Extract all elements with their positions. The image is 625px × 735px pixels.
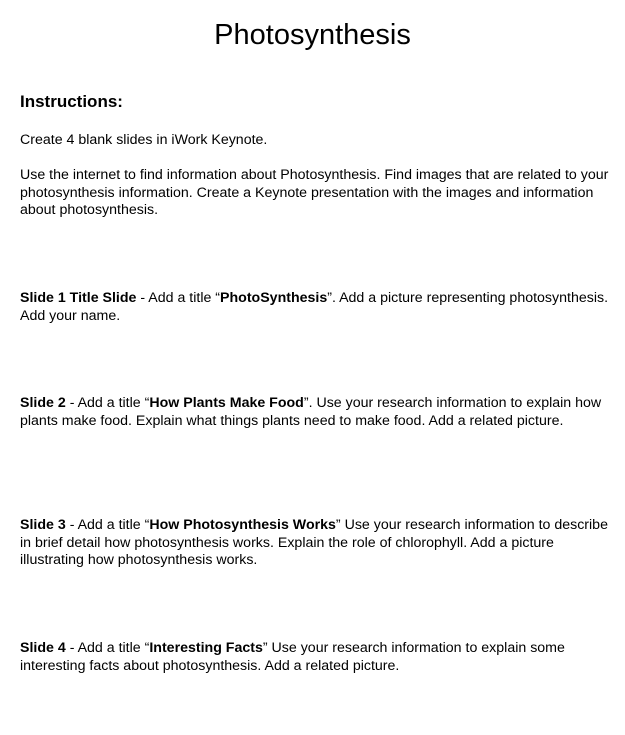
slide-2-post-text: ”. Use your research information to explain how plants make food. Explain what things plants need to make food. Add a related picture. <box>20 395 602 429</box>
slide-1-label: Slide 1 Title Slide <box>20 290 137 306</box>
slide-1-instructions <box>20 290 610 325</box>
slide-3-title: How Photosynthesis Works <box>149 517 336 533</box>
create-slides-paragraph: Create 4 blank slides in iWork Keynote. <box>20 132 268 148</box>
slide-3-instructions <box>20 517 610 570</box>
research-paragraph: Use the internet to find information about Photosynthesis. Find images that are related to your photosynthesis information. Create a Keynote presentation with the images and information about photosynthesis. <box>20 167 609 218</box>
slide-2-instructions <box>20 395 610 430</box>
slide-4-title: Interesting Facts <box>149 640 263 656</box>
slide-3-pre-text: - Add a title “ <box>65 517 150 533</box>
slide-4-label: Slide 4 <box>20 640 66 656</box>
slide-2-label: Slide 2 <box>20 395 66 411</box>
slide-1-title: PhotoSynthesis <box>220 290 328 306</box>
slide-2-title: How Plants Make Food <box>149 395 304 411</box>
instructions-heading: Instructions: <box>20 92 123 111</box>
slide-1-post-text: ”. Add a picture representing photosynthesis. Add your name. <box>20 290 609 324</box>
slide-4-post-text: ” Use your research information to explain some interesting facts about photosynthesis. Add a related picture. <box>20 640 565 674</box>
slide-3-label: Slide 3 <box>20 517 66 533</box>
slide-1-pre-text: - Add a title “ <box>136 290 221 306</box>
slide-2-pre-text: - Add a title “ <box>65 395 150 411</box>
slide-4-pre-text: - Add a title “ <box>65 640 150 656</box>
slide-3-post-text: ” Use your research information to describe in brief detail how photosynthesis works. Explain the role of chlorophyll. Add a picture illustrating how photosynthesis works. <box>20 517 608 568</box>
page-title: Photosynthesis <box>214 19 411 51</box>
slide-4-instructions <box>20 640 610 675</box>
